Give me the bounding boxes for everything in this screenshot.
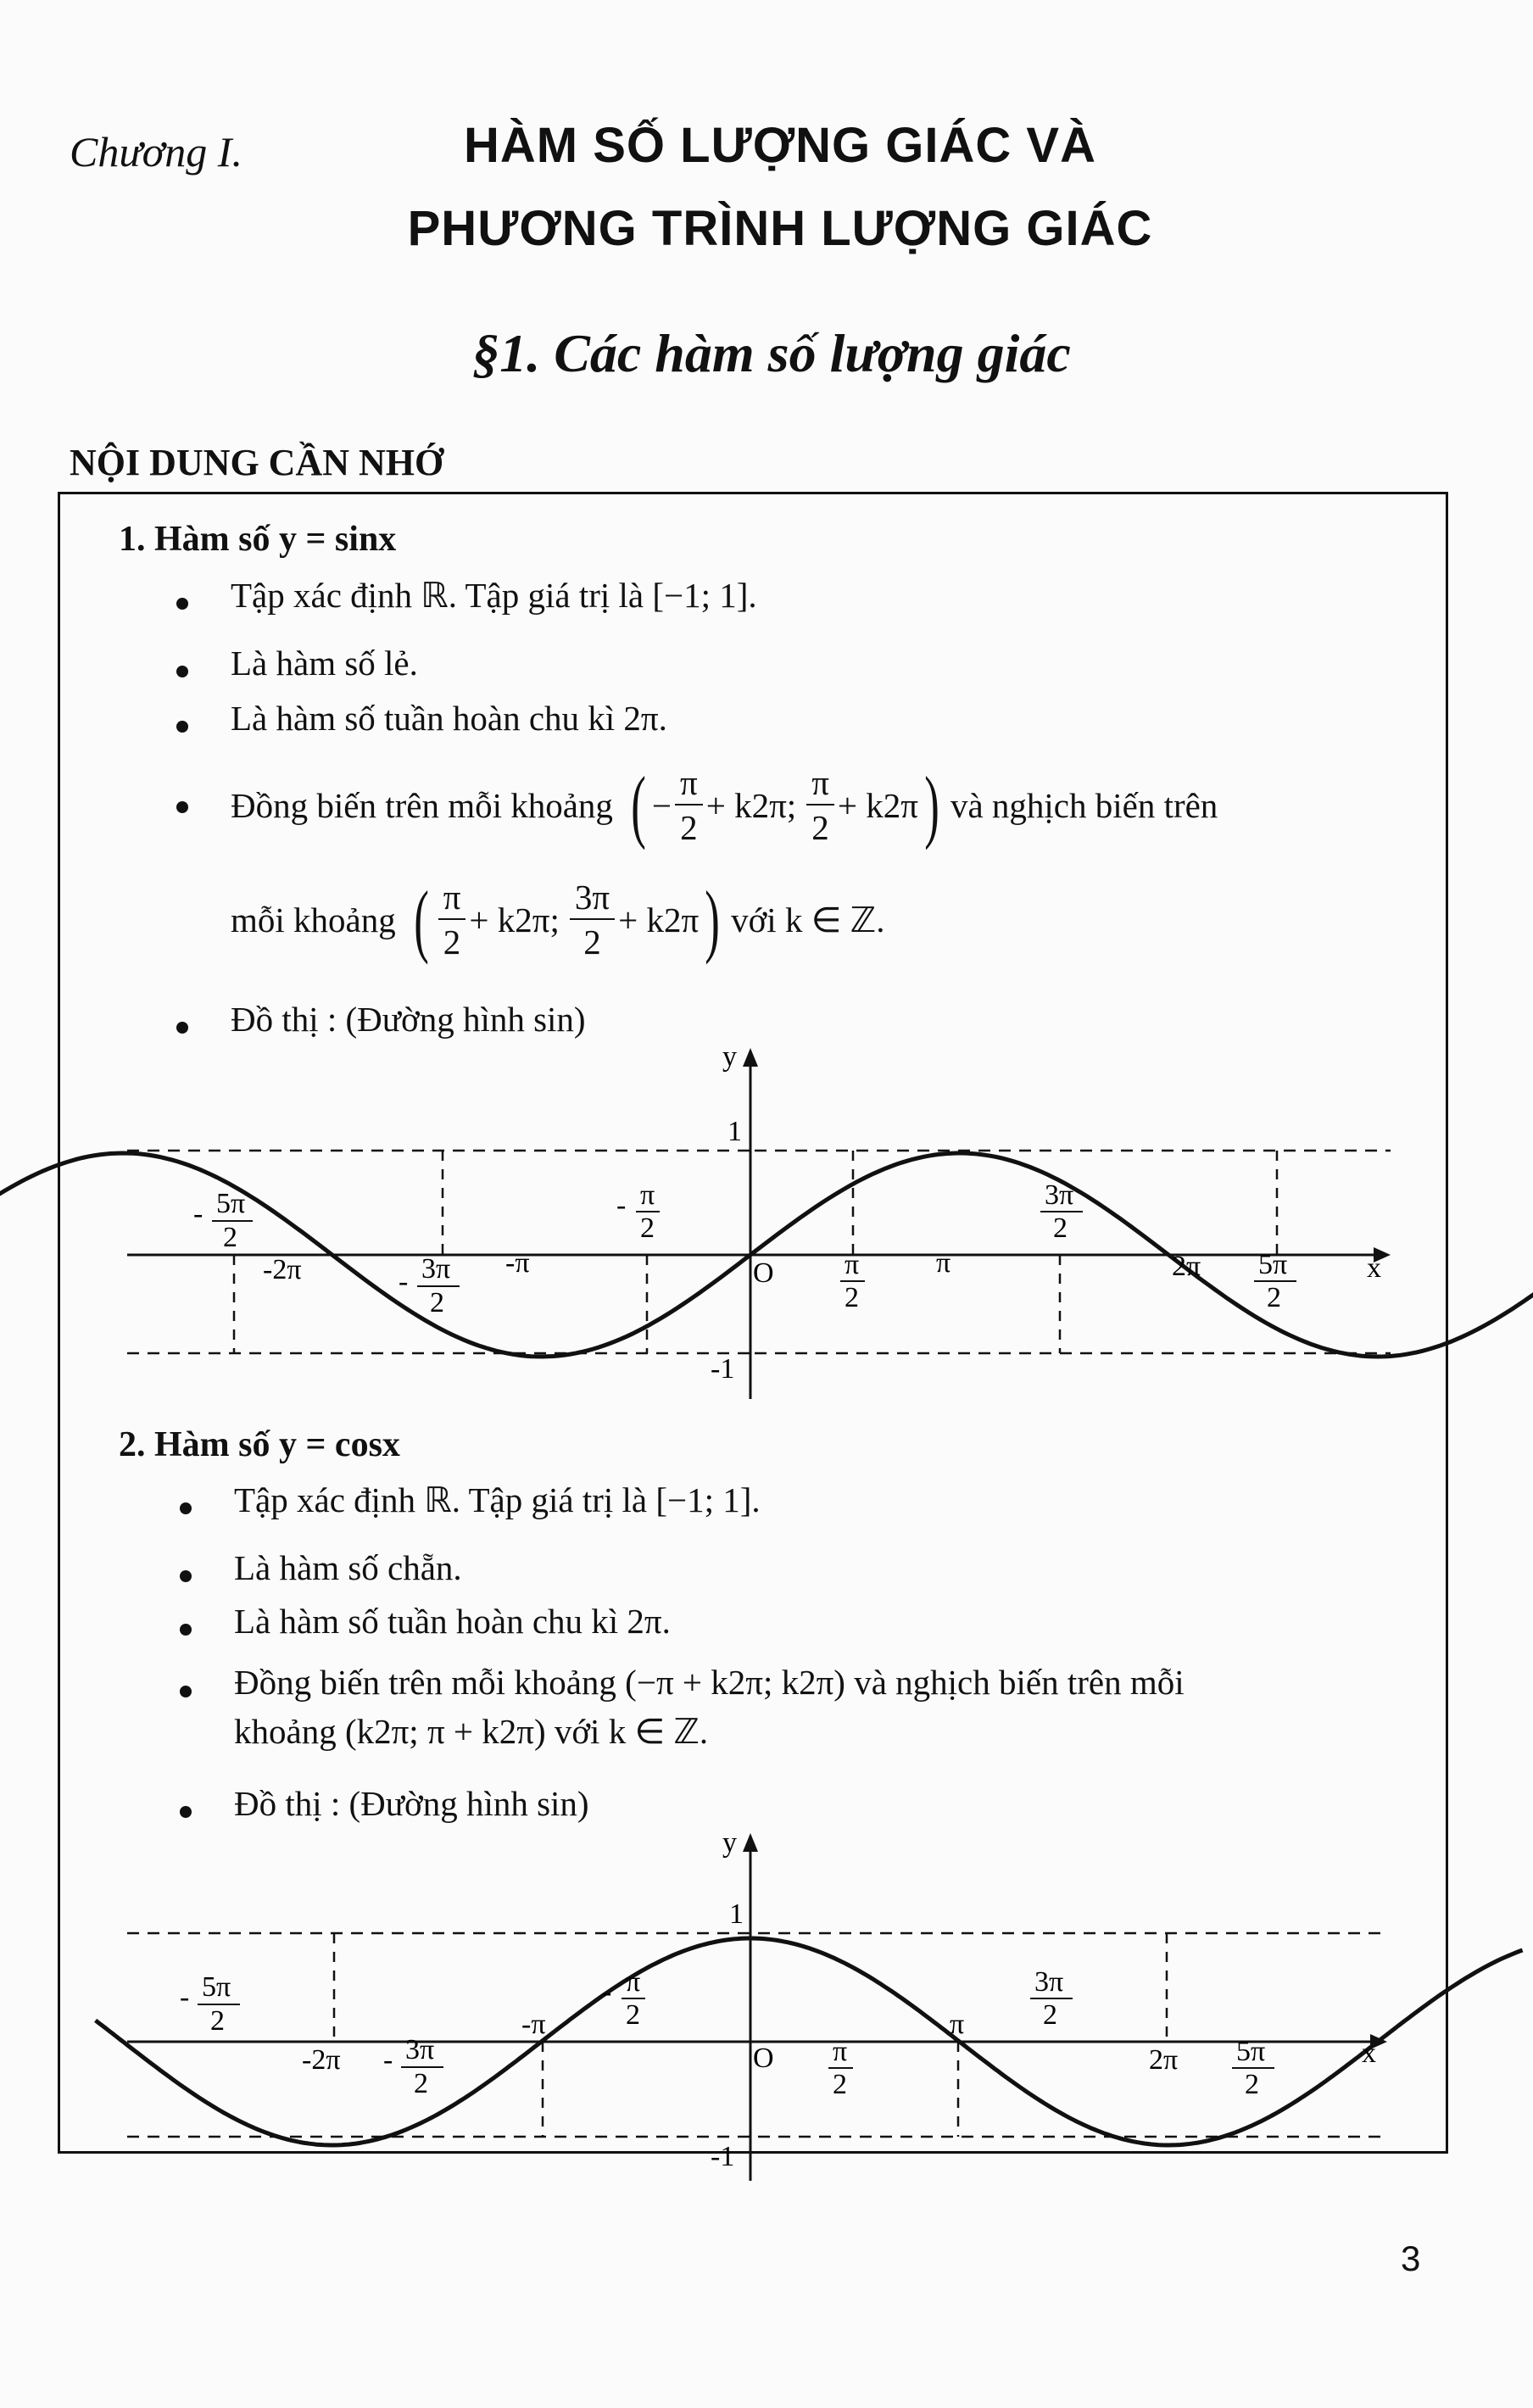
tick-label-pi: π <box>950 2009 965 2040</box>
tick-label-neg-pi-2-num: π <box>640 1179 655 1211</box>
y-axis-label: y <box>722 1041 737 1073</box>
fraction: $\frac{\pi}{2}$ <box>806 766 834 845</box>
tick-label-3pi-2-den: 2 <box>1053 1212 1068 1244</box>
tick-label-3pi-2-num: 3π <box>1045 1179 1074 1211</box>
tick-label-pi-2-num: π <box>845 1249 860 1280</box>
tick-label-minus-1: -1 <box>711 1353 735 1385</box>
tick-label-neg-pi-2-num: π <box>626 1966 641 1998</box>
minus-sign: - <box>602 1976 612 2008</box>
cos-period-text: Là hàm số tuần hoàn chu kì 2π. <box>234 1602 671 1641</box>
tick-label-neg-5pi-2-num: 5π <box>216 1188 246 1219</box>
fraction: $\frac{\pi}{2}$ <box>675 766 703 845</box>
origin-label: O <box>753 1257 774 1289</box>
minus-sign: - <box>399 1266 409 1297</box>
tick-label-minus-1: -1 <box>711 2141 735 2172</box>
sin-domain-text: Tập xác định ℝ. Tập giá trị là [−1; 1]. <box>231 576 757 615</box>
chapter-title-line1: HÀM SỐ LƯỢNG GIÁC VÀ <box>464 118 1096 173</box>
tick-label-neg-pi-2-den: 2 <box>626 1999 640 2031</box>
y-axis-label: y <box>722 1827 737 1859</box>
cos-domain-text: Tập xác định ℝ. Tập giá trị là [−1; 1]. <box>234 1480 761 1519</box>
minus-sign: - <box>383 2044 393 2076</box>
tick-label-2pi: 2π <box>1149 2044 1179 2076</box>
tick-label-1: 1 <box>727 1116 742 1147</box>
tick-label-neg-3pi-2-num: 3π <box>405 2034 435 2065</box>
fraction: $\frac{\pi}{2}$ <box>438 880 466 960</box>
x-axis-label: x <box>1367 1252 1381 1284</box>
tick-label-neg-pi: -π <box>521 2009 546 2040</box>
sin-monotonic-line1: Đồng biến trên mỗi khoảng ( − $\frac{\pi}{2}$ + k2π; $\frac{\pi}{2}$ + k2π ) và nghịch biến trên <box>231 760 1218 850</box>
sin-heading: 1. Hàm số y = sinx <box>119 520 397 559</box>
fraction: $\frac{3\pi}{2}$ <box>570 880 615 960</box>
tick-label-3pi-2-den: 2 <box>1043 1999 1057 2031</box>
tick-label-neg-3pi-2-num: 3π <box>421 1253 451 1285</box>
section-title: §1. Các hàm số lượng giác <box>472 323 1071 383</box>
sin-graph-caption: Đồ thị : (Đường hình sin) <box>231 1000 586 1039</box>
tick-label-5pi-2-num: 5π <box>1236 2036 1266 2067</box>
tick-label-5pi-2-den: 2 <box>1267 1282 1281 1313</box>
sin-monotonic-suffix: và nghịch biến trên <box>950 786 1218 825</box>
tick-label-neg-5pi-2-num: 5π <box>202 1971 231 2003</box>
cos-graph-caption: Đồ thị : (Đường hình sin) <box>234 1784 589 1823</box>
tick-label-neg-5pi-2-den: 2 <box>223 1222 237 1253</box>
must-remember-heading: NỘI DUNG CẦN NHỚ <box>70 442 444 483</box>
tick-label-5pi-2-den: 2 <box>1245 2069 1259 2100</box>
cos-even-text: Là hàm số chẵn. <box>234 1548 462 1587</box>
tick-label-neg-3pi-2-den: 2 <box>430 1287 444 1318</box>
sin-period-text: Là hàm số tuần hoàn chu kì 2π. <box>231 699 667 738</box>
tick-label-pi: π <box>936 1247 951 1279</box>
minus-sign: − <box>651 786 672 825</box>
tick-label-neg-pi-2-den: 2 <box>640 1212 655 1244</box>
tick-label-pi-2-den: 2 <box>845 1282 859 1313</box>
tick-label-neg-pi: -π <box>505 1247 530 1279</box>
tick-label-pi-2-den: 2 <box>833 2069 847 2100</box>
tick-label-neg-3pi-2-den: 2 <box>414 2068 428 2099</box>
sin-odd-text: Là hàm số lẻ. <box>231 644 418 683</box>
page-number: 3 <box>1401 2238 1421 2278</box>
tick-label-neg-2pi: -2π <box>302 2044 341 2076</box>
tick-label-2pi: 2π <box>1172 1251 1201 1282</box>
cos-monotonic-line2: khoảng (k2π; π + k2π) với k ∈ ℤ. <box>234 1712 709 1751</box>
tick-label-pi-2-num: π <box>833 2036 848 2067</box>
tick-label-5pi-2-num: 5π <box>1258 1249 1288 1280</box>
chapter-label: Chương I. <box>70 128 242 176</box>
sin-monotonic-line2: mỗi khoảng ( $\frac{\pi}{2}$ + k2π; $\frac{3\pi}{2}$ + k2π ) với k ∈ ℤ. <box>231 874 885 965</box>
chapter-title-line2: PHƯƠNG TRÌNH LƯỢNG GIÁC <box>407 201 1153 256</box>
tick-label-neg-5pi-2-den: 2 <box>210 2005 225 2037</box>
tick-label-neg-2pi: -2π <box>263 1254 302 1285</box>
tick-label-1: 1 <box>729 1898 744 1930</box>
y-axis-arrow <box>743 1833 758 1852</box>
cos-heading: 2. Hàm số y = cosx <box>119 1425 400 1464</box>
minus-sign: - <box>180 1982 190 2013</box>
x-axis-label: x <box>1362 2037 1376 2069</box>
minus-sign: - <box>616 1190 627 1221</box>
origin-label: O <box>753 2043 774 2074</box>
tick-label-3pi-2-num: 3π <box>1034 1966 1064 1998</box>
cos-monotonic-line1: Đồng biến trên mỗi khoảng (−π + k2π; k2π) và nghịch biến trên mỗi <box>234 1663 1185 1702</box>
minus-sign: - <box>193 1198 203 1229</box>
sin-monotonic-prefix: Đồng biến trên mỗi khoảng <box>231 786 613 825</box>
